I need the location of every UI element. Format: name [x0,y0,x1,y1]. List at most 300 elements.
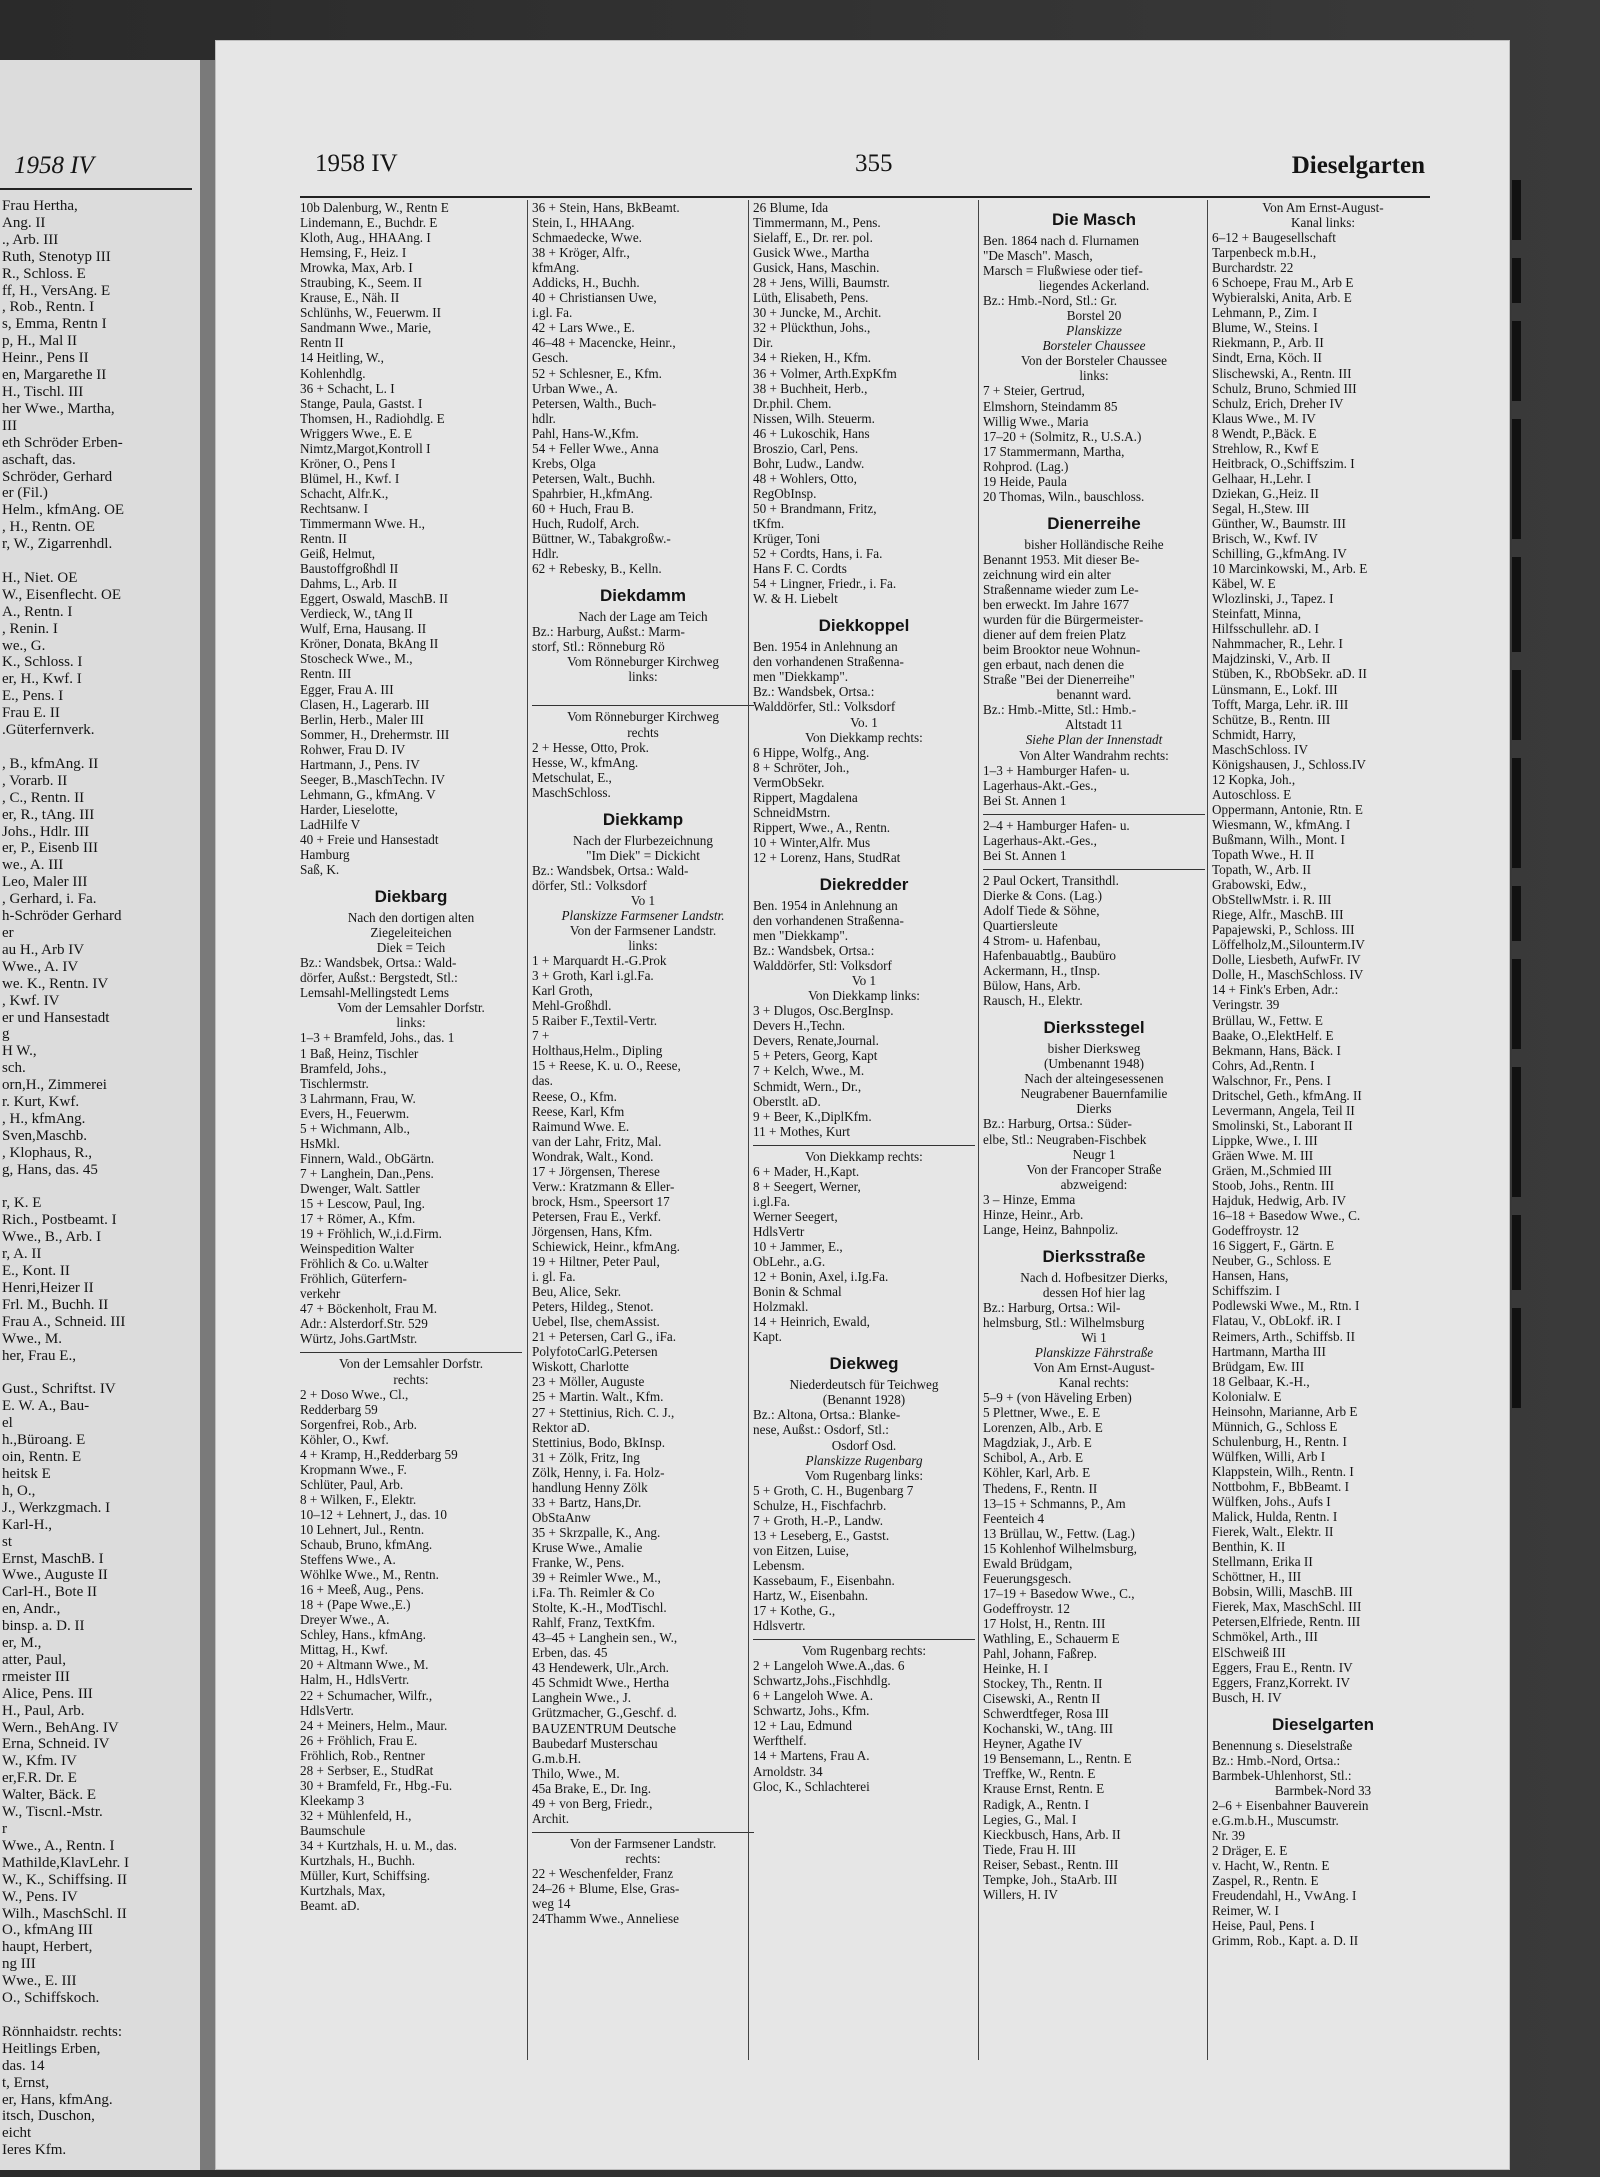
resident-entry: Petersen, Walth., Buch- [532,395,657,411]
edge-mark [1512,557,1521,652]
left-page-line: st [2,1533,13,1550]
resident-entry: 26 Blume, Ida [753,200,829,215]
page-edge-tabs [1512,180,1526,1880]
resident-entry: 2 + Doso Wwe., Cl., [300,1386,409,1402]
resident-entry: Käbel, W. E [1212,576,1276,592]
resident-entry: Egger, Frau A. III [300,681,394,697]
resident-entry: Petersen, Frau E., Verkf. [532,1208,662,1224]
resident-entry: Godeffroystr. 12 [983,1600,1070,1616]
left-page-line: en, Margarethe II [2,367,107,384]
resident-entry: Sielaff, E., Dr. rer. pol. [753,230,873,246]
resident-entry: Schmidt, Harry, [1212,726,1296,742]
edge-mark [1512,1215,1521,1290]
left-page-line: E. W. A., Bau- [2,1398,90,1415]
resident-entry: ben erweckt. Im Jahre 1677 [983,597,1130,613]
resident-entry: 10 + Winter,Alfr. Mus [753,834,871,850]
resident-entry: Petersen, Walt., Buchh. [532,470,656,486]
left-page-line: r. Kurt, Kwf. [2,1094,80,1111]
resident-entry: 16–18 + Basedow Wwe., C. [1212,1208,1361,1224]
resident-entry: Rippert, Magdalena [753,789,858,805]
resident-entry: Bz.: Wandsbek, Ortsa.: Wald- [300,955,457,971]
resident-entry: Bramfeld, Johs., [300,1060,387,1076]
resident-entry: HdlsVertr. [300,1702,354,1718]
street-note: Von Diekkamp links: [808,988,920,1004]
resident-entry: 12 + Lorenz, Hans, StudRat [753,849,901,865]
resident-entry: Rippert, Wwe., A., Rentn. [753,819,891,835]
left-page-line: , H., Rentn. OE [2,519,95,536]
left-page-line: eicht [2,2125,32,2142]
resident-entry: 35 + Skrzpalle, K., Ang. [532,1524,661,1540]
resident-entry: 33 + Bartz, Hans,Dr. [532,1494,642,1510]
left-page-line: her Wwe., Martha, [2,400,115,417]
resident-entry: Harder, Lieselotte, [300,801,398,817]
resident-entry: Dir. [753,335,774,351]
resident-entry: Schlüter, Paul, Arb. [300,1476,404,1492]
left-page-line: er, H., Kwf. I [2,671,82,688]
resident-entry: 7 + Steier, Gertrud, [983,383,1085,399]
resident-entry: 26 + Fröhlich, Frau E. [300,1732,418,1748]
left-page-line: A., Rentn. I [2,603,73,620]
resident-entry: Hamburg [300,847,350,863]
street-note: Wi 1 [1081,1330,1107,1346]
resident-entry: Lünsmann, E., Lokf. III [1212,681,1338,697]
column-1 [300,200,522,2055]
resident-entry: 7 + Langhein, Dan.,Pens. [300,1165,434,1181]
resident-entry: 5 Plettner, Wwe., E. E [983,1405,1101,1421]
resident-entry: 38 + Kröger, Alfr., [532,245,630,261]
resident-entry: Zaspel, R., Rentn. E [1212,1873,1319,1889]
resident-entry: 2 Paul Ockert, Transithdl. [983,872,1119,888]
resident-entry: Wülfken, Willi, Arb I [1212,1448,1326,1464]
resident-entry: Tischlermstr. [300,1075,369,1091]
resident-entry: Heise, Paul, Pens. I [1212,1918,1315,1934]
resident-entry: Levermann, Angela, Teil II [1212,1102,1355,1118]
resident-entry: brock, Hsm., Speersort 17 [532,1193,670,1209]
left-page-line: Frau Hertha, [2,198,78,214]
street-note: Neugrabener Bauernfamilie [1020,1086,1168,1102]
left-page-line: Schröder, Gerhard [2,468,113,485]
street-note: links: [628,669,658,685]
resident-entry: Hajduk, Hedwig, Arb. IV [1212,1193,1347,1209]
resident-entry: Stoscheck Wwe., M., [300,651,413,667]
resident-entry: PolyfotoCarlG.Petersen [532,1344,658,1360]
resident-entry: Gesch. [532,350,569,366]
resident-entry: 6 Hippe, Wolfg., Ang. [753,744,870,760]
resident-entry: Baake, O.,ElektHelf. E [1212,1027,1334,1043]
resident-entry: Blume, W., Steins. I [1212,320,1318,336]
resident-entry: Radigk, A., Rentn. I [983,1796,1089,1812]
left-page-line: g, Hans, das. 45 [2,1161,98,1178]
resident-entry: Rechtsanw. I [300,500,368,516]
resident-entry: Krause Ernst, Rentn. E [983,1781,1105,1797]
resident-entry: Clasen, H., Lagerarb. III [300,696,430,712]
resident-entry: Heitbrack, O.,Schiffszim. I [1212,455,1355,471]
resident-entry: Reese, Karl, Kfm [532,1103,625,1119]
resident-entry: Ben. 1954 in Anlehnung an [753,897,898,913]
left-page-line [2,553,198,570]
resident-entry: 13 Brüllau, W., Fettw. (Lag.) [983,1525,1135,1541]
left-page-line: H., Paul, Arb. [2,1702,85,1719]
left-page-line: Karl-H., [2,1516,52,1533]
resident-entry: Bonin & Schmal [753,1284,842,1300]
resident-entry: Wondrak, Walt., Kond. [532,1148,654,1164]
column-5 [1212,200,1434,2055]
street-note: Kanal links: [1290,215,1356,231]
resident-entry: 45 Schmidt Wwe., Hertha [532,1675,670,1691]
street-note: Vom Rönneburger Kirchweg [567,709,719,725]
resident-entry: Wybieralski, Anita, Arb. E [1212,290,1352,306]
resident-entry: Rentn. III [300,666,352,682]
resident-entry: Slischewski, A., Rentn. III [1212,365,1352,381]
resident-entry: Riekmann, P., Arb. II [1212,335,1324,351]
resident-entry: Oberstlt. aD. [753,1093,821,1109]
left-page-line: ., Arb. III [2,231,59,248]
resident-entry: Steffens Wwe., A. [300,1552,396,1568]
resident-entry: Nahmmacher, R., Lehr. I [1212,636,1343,652]
resident-entry: Gloc, K., Schlachterei [753,1778,870,1794]
street-note: Vom Rönneburger Kirchweg [567,654,719,670]
resident-entry: men "Diekkamp". [753,669,848,685]
left-page-line: Johs., Hdlr. III [2,823,90,840]
left-page-line: Wwe., E. III [2,1973,77,1990]
resident-entry: Addicks, H., Buchh. [532,275,640,291]
resident-entry: den vorhandenen Straßenna- [753,913,904,929]
resident-entry: Kurtzhals, Max, [300,1883,386,1899]
resident-entry: 40 + Freie und Hansestadt [300,831,439,847]
resident-entry: Schmaedecke, Wwe. [532,230,642,246]
plan-reference: Siehe Plan der Innenstadt [1025,732,1163,748]
resident-entry: Flatau, V., ObLokf. iR. I [1212,1313,1341,1329]
left-page-line: Wwe., A., Rentn. I [2,1837,115,1854]
resident-entry: 23 + Möller, Auguste [532,1374,645,1390]
resident-entry: Seeger, B.,MaschTechn. IV [300,771,446,787]
left-page-line: W., Eisenflecht. OE [2,586,121,603]
resident-entry: helmsburg, Stl.: Wilhelmsburg [983,1315,1145,1330]
resident-entry: Straße "Bei der Dienerreihe" [983,672,1135,688]
street-heading: Diekredder [819,874,909,894]
resident-entry: 13 + Leseberg, E., Gastst. [753,1527,890,1543]
street-note: Kanal rechts: [1059,1375,1129,1391]
resident-entry: Tofft, Marga, Lehr. iR. III [1212,696,1349,712]
edge-mark [1512,1067,1521,1197]
street-note: Von der Farmsener Landstr. [569,1835,717,1851]
resident-entry: Wöhlke Wwe., M., Rentn. [300,1567,439,1583]
resident-entry: Nr. 39 [1212,1827,1245,1843]
section-divider [983,869,1205,870]
resident-entry: 48 + Wohlers, Otto, [753,470,857,486]
resident-entry: 24–26 + Blume, Else, Gras- [532,1880,680,1896]
resident-entry: Lagerhaus-Akt.-Ges., [983,832,1097,848]
resident-entry: Kropmann Wwe., F. [300,1461,407,1477]
left-page-line: , Klophaus, R., [2,1144,92,1161]
resident-entry: 12 + Lau, Edmund [753,1718,853,1734]
resident-entry: Benthin, K. II [1212,1539,1286,1555]
resident-entry: Timmermann Wwe. H., [300,515,425,531]
resident-entry: 1–3 + Hamburger Hafen- u. [983,762,1130,778]
resident-entry: Wiesmann, W., kfmAng. I [1212,816,1351,832]
resident-entry: Nimtz,Margot,Kontroll I [300,440,431,456]
left-page-line: Erna, Schneid. IV [2,1736,110,1753]
resident-entry: 19 + Hiltner, Peter Paul, [532,1254,660,1270]
resident-entry: Bz.: Altona, Ortsa.: Blanke- [753,1407,901,1423]
street-heading: Dieselgarten [1271,1714,1375,1734]
edge-mark [1512,258,1521,303]
resident-entry: Langhein Wwe., J. [532,1690,632,1706]
column-divider [978,200,979,2060]
resident-entry: gen erbaut, nach denen die [983,657,1124,673]
resident-entry: 36 + Volmer, Arth.ExpKfm [753,365,897,381]
resident-entry: Dwenger, Walt. Sattler [300,1180,420,1196]
resident-entry: Eggers, Frau E., Rentn. IV [1212,1659,1353,1675]
resident-entry: Finnern, Wald., ObGärtn. [300,1150,435,1166]
left-page-line: H., Niet. OE [2,569,78,586]
resident-entry: 22 + Schumacher, Wilfr., [300,1687,433,1703]
resident-entry: Schulze, H., Fischfachrb. [753,1497,887,1513]
resident-entry: Lehmann, P., Zim. I [1212,305,1318,321]
left-page-line: r, W., Zigarrenhdl. [2,536,113,553]
left-page-line: er, P., Eisenb III [2,840,99,857]
resident-entry: Bz.: Wandsbek, Ortsa.: [753,943,875,959]
resident-entry: Lindemann, E., Buchdr. E [300,215,438,231]
resident-entry: Arnoldstr. 34 [753,1763,823,1779]
resident-entry: i. gl. Fa. [532,1269,576,1285]
resident-entry: Karl Groth, [532,983,593,999]
resident-entry: 36 + Stein, Hans, BkBeamt. [532,200,680,215]
left-page-line: Frau A., Schneid. III [2,1313,126,1330]
left-page-line: p, H., Mal II [2,333,77,350]
left-page-line: , Renin. I [2,620,58,637]
resident-entry: 4 Strom- u. Hafenbau, [983,933,1101,949]
resident-entry: Eggers, Franz,Korrekt. IV [1212,1674,1351,1690]
resident-entry: 10 Marcinkowski, M., Arb. E [1212,561,1368,577]
resident-entry: Schlünhs, W., Feuerwm. II [300,305,442,321]
left-page-line: Leo, Maler III [2,874,88,891]
resident-entry: i.gl.Fa. [753,1193,790,1209]
resident-entry: diener auf dem freien Platz [983,627,1126,643]
resident-entry: 49 + von Berg, Friedr., [532,1795,653,1811]
resident-entry: Thomsen, H., Radiohdlg. E [300,410,445,426]
resident-entry: Hesse, W., kfmAng. [532,754,639,770]
resident-entry: Veringstr. 39 [1212,997,1280,1013]
resident-entry: Köhler, Karl, Arb. E [983,1465,1091,1481]
left-page-line: au H., Arb IV [2,941,85,958]
resident-entry: Werner Seegert, [753,1208,838,1224]
section-divider [983,814,1205,815]
resident-entry: Stellmann, Erika II [1212,1554,1313,1570]
resident-entry: 17 Holst, H., Rentn. III [983,1615,1106,1631]
left-page-line: Rönnhaidstr. rechts: [2,2023,122,2040]
resident-entry: 39 + Reimler Wwe., M., [532,1570,661,1586]
left-page-line: Wern., BehAng. IV [2,1719,119,1736]
street-note: links: [628,938,658,954]
resident-entry: Walschnor, Fr., Pens. I [1212,1072,1331,1088]
left-page-line: h, O., [2,1482,36,1499]
resident-entry: Wlozlinski, J., Tapez. I [1212,591,1334,607]
resident-entry: Spahrbier, H.,kfmAng. [532,485,653,501]
resident-entry: 6 + Mader, H.,Kapt. [753,1163,860,1179]
resident-entry: Krüger, Toni [753,531,821,547]
resident-entry: Schiffszim. I [1212,1283,1280,1299]
resident-entry: Gelhaar, H.,Lehr. I [1212,470,1312,486]
resident-entry: 15 Kohlenhof Wilhelmsburg, [983,1540,1137,1556]
resident-entry: Franke, W., Pens. [532,1554,625,1570]
resident-entry: Stoob, Johs., Rentn. III [1212,1178,1334,1194]
resident-entry: Verdieck, W., tAng II [300,606,413,622]
resident-entry: Rahlf, Franz, TextKfm. [532,1615,655,1631]
resident-entry: Wiskott, Charlotte [532,1359,629,1375]
resident-entry: Klappstein, Wilh., Rentn. I [1212,1463,1354,1479]
resident-entry: Kröner, Donata, BkAng II [300,636,439,652]
resident-entry: van der Lahr, Fritz, Mal. [532,1133,662,1149]
resident-entry: 7 + Groth, H.-P., Landw. [753,1512,884,1528]
resident-entry: Holzmakl. [753,1299,809,1315]
resident-entry: 1 Baß, Heinz, Tischler [300,1045,419,1061]
resident-entry: elbe, Stl.: Neugraben-Fischbek [983,1131,1147,1147]
resident-entry: Timmermann, M., Pens. [753,215,881,231]
resident-entry: Barmbek-Uhlenhorst, Stl.: [1212,1767,1352,1783]
resident-entry: 5 Raiber F.,Textil-Vertr. [532,1013,658,1029]
street-note: Vo. 1 [850,714,878,730]
resident-entry: Kloth, Aug., HHAAng. I [300,230,431,246]
resident-entry: Schulz, Erich, Dreher IV [1212,395,1344,411]
resident-entry: Podlewski Wwe., M., Rtn. I [1212,1298,1360,1314]
resident-entry: Schwartz, Johs., Kfm. [753,1703,870,1719]
resident-entry: Stettinius, Bodo, BkInsp. [532,1434,665,1450]
left-page-line: Ieres Kfm. [2,2142,67,2159]
street-note: Borstel 20 [1066,308,1122,324]
resident-entry: Dahms, L., Arb. II [300,576,398,592]
resident-entry: 6 Schoepe, Frau M., Arb E [1212,275,1354,291]
left-page-line: h.,Büroang. E [2,1432,86,1449]
resident-entry: Ewald Brüdgam, [983,1555,1073,1571]
resident-entry: Rausch, H., Elektr. [983,993,1083,1009]
resident-entry: Büttner, W., Tabakgroßw.- [532,531,671,547]
resident-entry: 5 + Wichmann, Alb., [300,1120,410,1136]
page-year: 1958 IV [315,150,398,177]
resident-entry: Hinze, Heinr., Arb. [983,1206,1084,1222]
left-page-line: Rich., Postbeamt. I [2,1212,117,1229]
resident-entry: Eggert, Oswald, MaschB. II [300,591,448,607]
resident-entry: RegObInsp. [753,485,817,501]
left-page-line: E., Kont. II [2,1263,70,1280]
resident-entry: Freudendahl, H., VwAng. I [1212,1888,1357,1904]
resident-entry: Dolle, H., MaschSchloss. IV [1212,967,1364,983]
resident-entry: 3 Lahrmann, Frau, W. [300,1090,416,1106]
left-page-line: Ernst, MaschB. I [2,1550,104,1567]
resident-entry: 6 + Langeloh Wwe. A. [753,1688,873,1704]
resident-entry: Schöttner, H., III [1212,1569,1302,1585]
street-heading: Diekkamp [602,809,684,829]
resident-entry: Willig Wwe., Maria [983,413,1089,429]
resident-entry: Gusick Wwe., Martha [753,245,870,261]
resident-entry: verkehr [300,1286,341,1302]
resident-entry: 14 Heitling, W., [300,350,384,366]
resident-entry: Wulf, Erna, Hausang. II [300,621,427,637]
left-page-line: III [2,417,17,434]
resident-entry: Raimund Wwe. E. [532,1118,630,1134]
resident-entry: zeichnung wird ein alter [983,566,1111,582]
left-page-line: J., Werkzgmach. I [2,1499,111,1516]
left-page-line: Helm., kfmAng. OE [2,502,125,519]
resident-entry: Walddörfer, Stl: Volksdorf [753,958,892,974]
resident-entry: Kapt. [753,1329,782,1345]
street-heading: Diekdamm [600,586,686,606]
resident-entry: Brüdgam, Ew. III [1212,1358,1305,1374]
street-heading: Dierksstraße [1042,1246,1146,1266]
section-divider [300,1352,522,1353]
resident-entry: 40 + Christiansen Uwe, [532,290,657,306]
left-page-line: Henri,Heizer II [2,1280,94,1296]
resident-entry: 25 + Martin. Walt., Kfm. [532,1389,664,1405]
left-page-line: we., A. III [2,857,64,874]
resident-entry: Legies, G., Mal. I [983,1811,1077,1827]
resident-entry [532,684,754,699]
resident-entry: MaschSchloss. IV [1212,741,1308,757]
resident-entry: Berlin, Herb., Maler III [300,711,424,727]
resident-entry: Halm, H., HdlsVertr. [300,1672,410,1688]
left-page-line: Frau E. II [2,705,60,722]
street-note: Von der Lemsahler Dorfstr. [338,1356,484,1372]
street-note: dessen Hof hier lag [1042,1284,1146,1300]
resident-entry: Segal, H.,Stew. III [1212,500,1310,516]
resident-entry: Busch, H. IV [1212,1689,1282,1705]
left-page-line: R., Schloss. E [2,265,86,282]
resident-entry: Lehmann, G., kfmAng. V [300,786,436,802]
resident-entry: 7 + [532,1028,550,1044]
resident-entry: 2 + Langeloh Wwe.A.,das. 6 [753,1658,905,1674]
resident-entry: Kassebaum, F., Eisenbahn. [753,1572,895,1588]
resident-entry: 8 + Seegert, Werner, [753,1178,861,1194]
left-page-line: W., Pens. IV [2,1888,78,1905]
resident-entry: 28 + Serbser, E., StudRat [300,1762,434,1778]
resident-entry: Mrowka, Max, Arb. I [300,260,413,276]
resident-entry: 46–48 + Macencke, Heinr., [532,335,676,351]
resident-entry: Köhler, O., Kwf. [300,1431,389,1447]
resident-entry: Gusick, Hans, Maschin. [753,260,880,276]
resident-entry: Magdziak, J., Arb. E [983,1435,1092,1451]
resident-entry: Straßenname wieder zum Le- [983,581,1139,597]
resident-entry: dörfer, Stl.: Volksdorf [532,877,647,893]
resident-entry: W. & H. Liebelt [753,591,838,607]
resident-entry: Tarpenbeck m.b.H., [1212,245,1317,261]
resident-entry: hdlr. [532,410,556,426]
resident-entry: 45a Brake, E., Dr. Ing. [532,1780,652,1796]
resident-entry: Steinfatt, Minna, [1212,606,1302,622]
resident-entry: Sorgenfrei, Rob., Arb. [300,1416,417,1432]
left-page-line: er, M., [2,1635,42,1652]
resident-entry: Malick, Hulda, Rentn. I [1212,1509,1338,1525]
street-note: bisher Dierksweg [1047,1041,1141,1057]
resident-entry: Schley, Hans., kfmAng. [300,1627,426,1643]
resident-entry: storf, Stl.: Rönneburg Rö [532,639,665,655]
resident-entry: 2 + Hesse, Otto, Prok. [532,739,649,755]
resident-entry: Grabowski, Edw., [1212,877,1307,893]
resident-entry: Strehlow, R., Kwf E [1212,440,1319,456]
street-note: rechts: [625,1850,661,1866]
left-page-line: , C., Rentn. II [2,789,85,806]
resident-entry: Krause, E., Näh. II [300,290,400,306]
resident-entry: Metschulat, E., [532,769,612,785]
resident-entry: Rohprod. (Lag.) [983,458,1069,474]
resident-entry: Weinspedition Walter [300,1241,414,1257]
resident-entry: 16 Siggert, F., Gärtn. E [1212,1238,1335,1254]
resident-entry: Reimers, Arth., Schiffsb. II [1212,1328,1355,1344]
edge-mark [1512,180,1521,240]
left-page-line: heitsk E [2,1465,51,1482]
left-page-line: Wilh., MaschSchl. II [2,1905,127,1922]
left-page-line: t, Ernst, [2,2074,50,2091]
resident-entry: 20 Thomas, Wiln., bauschloss. [983,488,1145,504]
